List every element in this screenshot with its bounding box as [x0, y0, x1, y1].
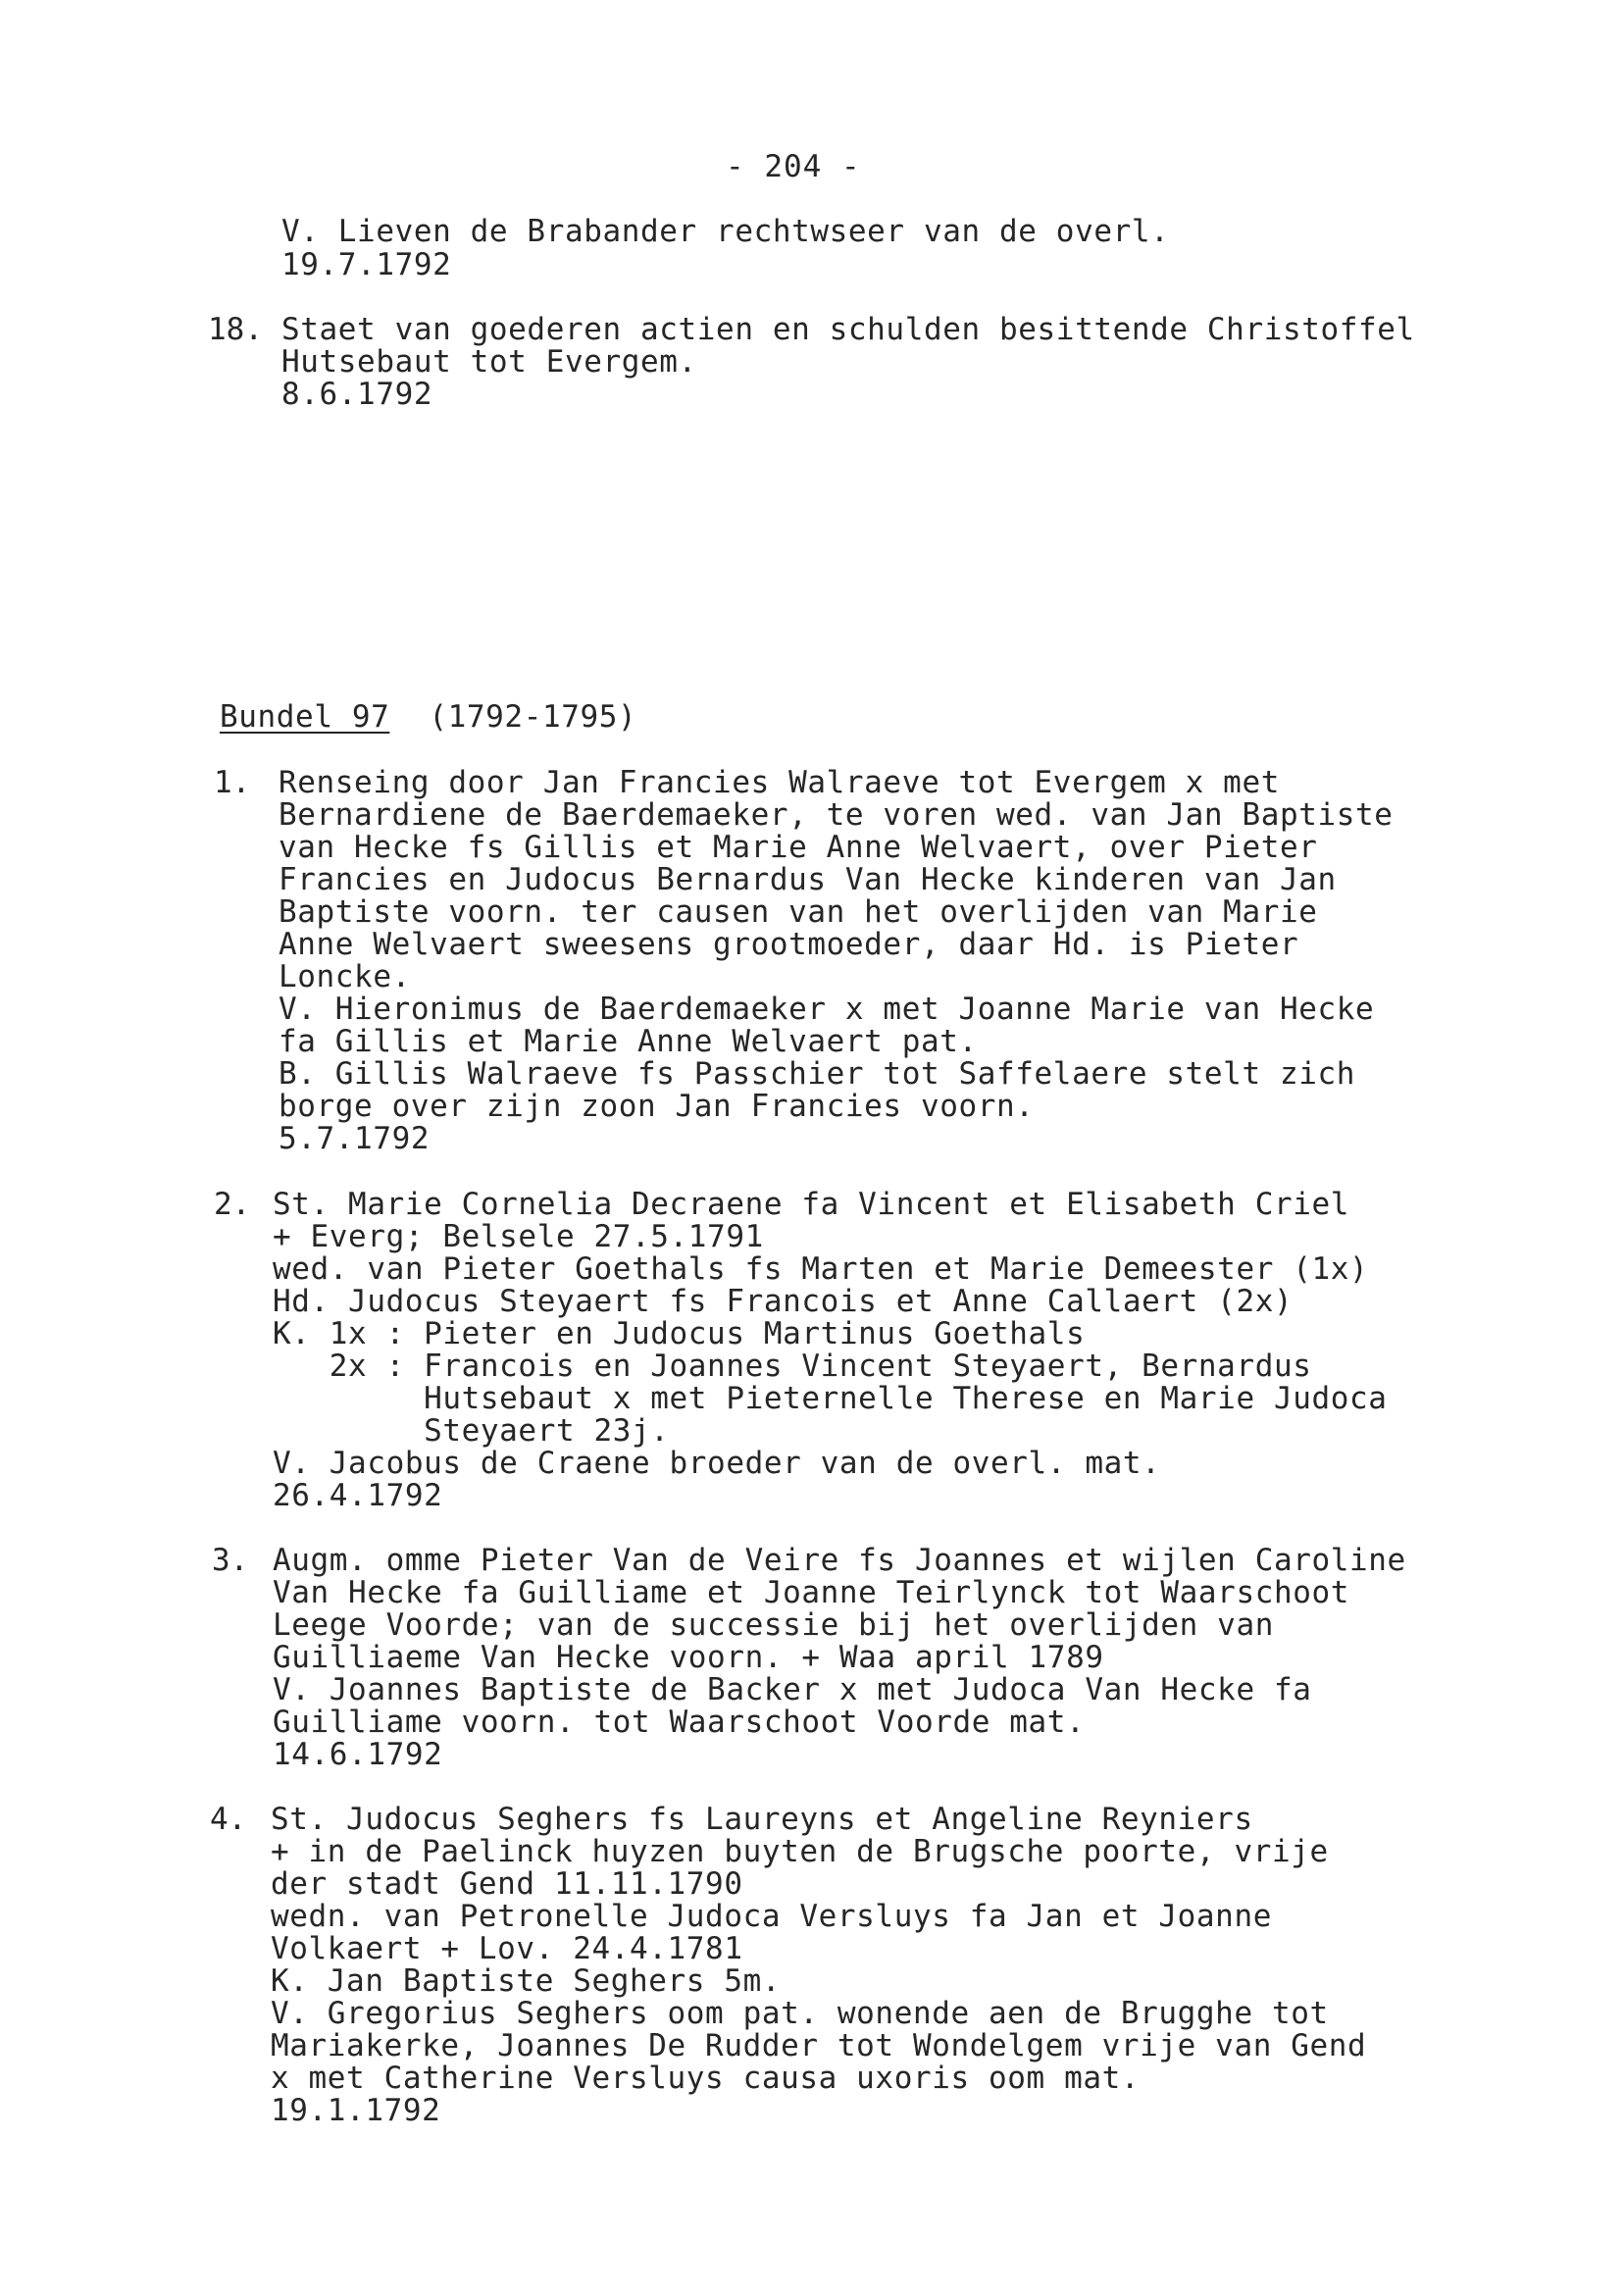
- bundle-label: Bundel 97: [220, 699, 390, 735]
- entry-number: 1.: [214, 765, 251, 800]
- entry-line: Mariakerke, Joannes De Rudder tot Wondelgem vrije van Gend: [271, 2028, 1367, 2063]
- entry-line: Van Hecke fa Guilliame et Joanne Teirlynck tot Waarschoot: [273, 1575, 1350, 1610]
- entry-line: Steyaert 23j.: [273, 1413, 670, 1449]
- entry-line: x met Catherine Versluys causa uxoris oom mat.: [271, 2061, 1141, 2096]
- entry-line: V. Joannes Baptiste de Backer x met Judoca Van Hecke fa: [273, 1672, 1312, 1707]
- entry-line: Hd. Judocus Steyaert fs Francois et Anne Callaert (2x): [273, 1284, 1294, 1319]
- entry-number: 18.: [208, 312, 263, 347]
- entry-number: 2.: [214, 1187, 251, 1222]
- entry-line: Hutsebaut tot Evergem.: [281, 344, 697, 380]
- entry-line: borge over zijn zoon Jan Francies voorn.: [279, 1089, 1035, 1124]
- entry-line: Hutsebaut x met Pieternelle Therese en Marie Judoca: [273, 1381, 1388, 1416]
- entry-line: Staet van goederen actien en schulden besittende Christoffel: [281, 312, 1415, 347]
- entry-line: 8.6.1792: [281, 377, 433, 412]
- continuation-line: V. Lieven de Brabander rechtwseer van de overl.: [281, 214, 1170, 249]
- entry-line: 5.7.1792: [279, 1121, 431, 1156]
- entry-line: 26.4.1792: [273, 1478, 443, 1513]
- entry-number: 3.: [212, 1543, 249, 1578]
- entry-line: B. Gillis Walraeve fs Passchier tot Saffelaere stelt zich: [279, 1056, 1356, 1092]
- entry-line: 2x : Francois en Joannes Vincent Steyaert, Bernardus: [273, 1349, 1312, 1384]
- entry-line: wed. van Pieter Goethals fs Marten et Marie Demeester (1x): [273, 1251, 1369, 1287]
- entry-line: Bernardiene de Baerdemaeker, te voren wed. van Jan Baptiste: [279, 797, 1394, 833]
- entry-line: V. Hieronimus de Baerdemaeker x met Joanne Marie van Hecke: [279, 992, 1375, 1027]
- entry-line: V. Jacobus de Craene broeder van de overl. mat.: [273, 1446, 1161, 1481]
- entry-line: der stadt Gend 11.11.1790: [271, 1866, 743, 1902]
- entry-line: Guilliame voorn. tot Waarschoot Voorde mat.: [273, 1705, 1086, 1740]
- entry-line: + in de Paelinck huyzen buyten de Brugsche poorte, vrije: [271, 1834, 1329, 1869]
- entry-line: + Everg; Belsele 27.5.1791: [273, 1219, 764, 1254]
- entry-line: Francies en Judocus Bernardus Van Hecke kinderen van Jan: [279, 862, 1337, 897]
- entry-line: Renseing door Jan Francies Walraeve tot Evergem x met: [279, 765, 1280, 800]
- entry-line: Baptiste voorn. ter causen van het overlijden van Marie: [279, 894, 1318, 930]
- entry-number: 4.: [210, 1802, 247, 1837]
- bundle-range: (1792-1795): [429, 699, 637, 735]
- entry-line: Guilliaeme Van Hecke voorn. + Waa april 1789: [273, 1640, 1104, 1675]
- entry-line: 19.1.1792: [271, 2093, 441, 2128]
- entry-line: van Hecke fs Gillis et Marie Anne Welvaert, over Pieter: [279, 830, 1318, 865]
- entry-line: K. 1x : Pieter en Judocus Martinus Goethals: [273, 1316, 1086, 1351]
- entry-line: St. Marie Cornelia Decraene fa Vincent et Elisabeth Criel: [273, 1187, 1350, 1222]
- entry-line: K. Jan Baptiste Seghers 5m.: [271, 1963, 782, 1999]
- entry-line: Volkaert + Lov. 24.4.1781: [271, 1931, 743, 1966]
- entry-line: Leege Voorde; van de successie bij het overlijden van: [273, 1607, 1274, 1643]
- entry-line: 14.6.1792: [273, 1737, 443, 1772]
- page-number: - 204 -: [726, 149, 861, 184]
- entry-line: wedn. van Petronelle Judoca Versluys fa Jan et Joanne: [271, 1899, 1272, 1934]
- entry-line: Loncke.: [279, 959, 411, 994]
- continuation-line: 19.7.1792: [281, 247, 452, 282]
- entry-line: Anne Welvaert sweesens grootmoeder, daar Hd. is Pieter: [279, 927, 1299, 962]
- entry-line: V. Gregorius Seghers oom pat. wonende aen de Brugghe tot: [271, 1996, 1329, 2031]
- bundle-heading: [220, 699, 636, 735]
- entry-line: fa Gillis et Marie Anne Welvaert pat.: [279, 1024, 978, 1059]
- entry-line: St. Judocus Seghers fs Laureyns et Angeline Reyniers: [271, 1802, 1253, 1837]
- entry-line: Augm. omme Pieter Van de Veire fs Joannes et wijlen Caroline: [273, 1543, 1406, 1578]
